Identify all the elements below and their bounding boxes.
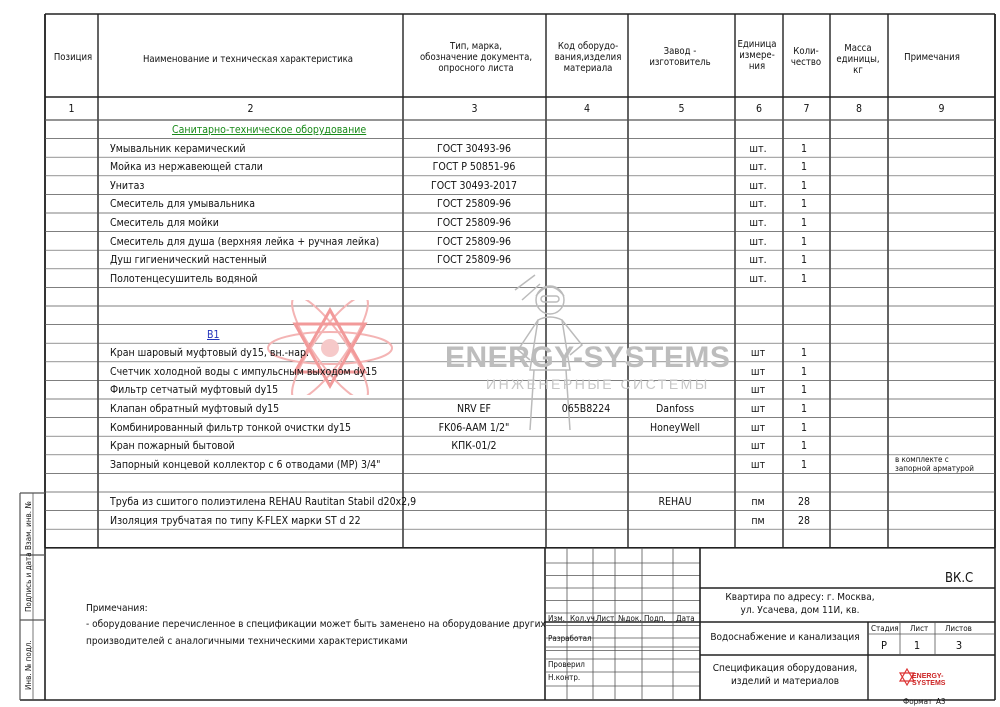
column-number: 3 (471, 103, 478, 115)
row-name: Унитаз (110, 179, 145, 192)
row-name: Смеситель для умывальника (110, 198, 255, 211)
row-qty: 1 (800, 347, 808, 360)
row-unit: шт. (749, 179, 767, 192)
row-qty: 1 (800, 272, 808, 285)
row-name: Кран шаровый муфтовый dу15, вн.-нар. (110, 347, 309, 360)
address-line-1: Квартира по адресу: г. Москва, (725, 592, 875, 603)
row-type: NRV EF (457, 403, 491, 415)
kol-uch-label: Кол.уч. (570, 614, 598, 623)
row-unit: шт (750, 403, 766, 415)
row-name: Смеситель для душа (верхняя лейка + ручная лейка) (110, 235, 380, 248)
row-unit: шт. (749, 254, 767, 267)
notes-title: Примечания: (86, 603, 148, 614)
sheets-value: 3 (955, 639, 963, 652)
col-header-position: Позиция (53, 52, 93, 63)
col-header-name: Наименование и техническая характеристика (142, 54, 354, 65)
format-value: А3 (936, 697, 946, 706)
row-unit: пм (751, 514, 765, 527)
row-unit: шт (750, 440, 766, 453)
row-unit: шт. (749, 142, 767, 155)
watermark-subtitle: ИНЖЕНЕРНЫЕ СИСТЕМЫ (486, 376, 710, 392)
stage-label: Стадия (871, 624, 899, 633)
row-qty: 1 (800, 421, 808, 434)
address-line-2: ул. Усачева, дом 11И, кв. (740, 605, 860, 616)
row-qty: 1 (800, 179, 808, 192)
format-label: Формат (903, 697, 933, 706)
row-name: Умывальник керамический (110, 142, 246, 155)
row-name: Счетчик холодной воды с импульсным выходом dу15 (110, 365, 378, 378)
role-developer: Разработал (548, 634, 592, 643)
notes-line-1: - оборудование перечисленное в спецификации может быть заменено на оборудование других (86, 619, 546, 630)
row-qty: 1 (800, 458, 808, 471)
doc-title-line-2: изделий и материалов (730, 676, 840, 687)
row-qty: 1 (800, 217, 808, 229)
row-unit: шт. (749, 217, 767, 229)
row-unit: шт (750, 347, 766, 360)
row-qty: 1 (800, 142, 808, 155)
col-header-maker: Завод - изготовитель (649, 46, 711, 68)
row-unit: шт. (749, 161, 767, 174)
row-name: Смеситель для мойки (110, 217, 219, 229)
stage-value: Р (881, 639, 887, 652)
col-header-notes: Примечания (904, 52, 960, 63)
row-unit: пм (751, 496, 765, 508)
row-type: ГОСТ 30493-96 (436, 142, 512, 155)
row-unit: шт (750, 384, 766, 397)
side-stamp-inventory: Инв. № подл. (24, 640, 33, 690)
row-name: Душ гигиенический настенный (110, 254, 267, 267)
row-name: Изоляция трубчатая по типу K-FLEX марки ST d 22 (110, 514, 361, 527)
row-type: FK06-AAM 1/2" (438, 421, 510, 434)
row-type: ГОСТ Р 50851-96 (432, 161, 516, 174)
side-stamp-replace: Взам. инв. № (24, 501, 33, 550)
row-unit: шт (750, 421, 766, 434)
row-name: В1 (207, 328, 220, 341)
role-norm-control: Н.контр. (548, 673, 581, 682)
row-qty: 1 (800, 198, 808, 211)
row-name: Комбинированный фильтр тонкой очистки dу15 (110, 421, 352, 434)
row-name: Труба из сшитого полиэтилена REHAU Rautitan Stabil d20x2,9 (110, 496, 417, 508)
row-name: Кран пожарный бытовой (110, 440, 235, 453)
row-name: Мойка из нержавеющей стали (110, 161, 263, 174)
logo-text: ENERGY-SYSTEMS (912, 673, 946, 687)
date-label: Дата (676, 614, 695, 623)
row-unit: шт (750, 365, 766, 378)
column-number: 1 (68, 103, 75, 115)
column-number: 8 (855, 103, 863, 115)
row-name: Запорный концевой коллектор с 6 отводами (МР) 3/4" (110, 458, 381, 471)
column-number: 2 (247, 103, 254, 115)
row-qty: 1 (800, 403, 808, 415)
watermark-title: ENERGY-SYSTEMS (445, 341, 731, 374)
list-label: Лист (596, 614, 615, 623)
row-type: ГОСТ 25809-96 (436, 235, 512, 248)
document-code: ВК.С (945, 571, 974, 586)
row-qty: 1 (800, 235, 808, 248)
row-name: Клапан обратный муфтовый dу15 (110, 403, 280, 415)
section-title: Водоснабжение и канализация (710, 632, 860, 643)
row-code: 065В8224 (561, 403, 611, 415)
row-maker: REHAU (658, 496, 692, 508)
col-header-type: Тип, марка, обозначение документа, опросного листа (419, 41, 533, 74)
column-number: 4 (583, 103, 591, 115)
row-type: ГОСТ 25809-96 (436, 254, 512, 267)
row-note: в комплекте с запорной арматурой (895, 454, 974, 473)
row-qty: 28 (797, 514, 811, 527)
row-type: ГОСТ 30493-2017 (430, 179, 518, 192)
izm-label: Изм. (548, 614, 565, 623)
side-stamp-signature: Подпись и дата (24, 552, 33, 612)
row-type: ГОСТ 25809-96 (436, 198, 512, 211)
column-number: 9 (938, 103, 945, 115)
row-qty: 1 (800, 365, 808, 378)
col-header-qty: Коли- чество (790, 46, 822, 68)
role-checker: Проверил (548, 660, 585, 669)
podp-label: Подп. (644, 614, 666, 623)
row-qty: 1 (800, 384, 808, 397)
col-header-mass: Масса единицы, кг (836, 43, 880, 76)
row-qty: 28 (797, 496, 811, 508)
doc-title-line-1: Спецификация оборудования, (712, 663, 858, 674)
row-name: Санитарно-техническое оборудование (172, 124, 367, 136)
column-number: 7 (803, 103, 810, 115)
row-qty: 1 (800, 161, 808, 174)
row-type: КПК-01/2 (451, 440, 497, 453)
sheet-value: 1 (913, 639, 921, 652)
row-qty: 1 (800, 254, 808, 267)
company-logo (897, 668, 965, 688)
row-name: Полотенцесушитель водяной (110, 272, 258, 285)
row-unit: шт. (749, 235, 767, 248)
row-qty: 1 (800, 440, 808, 453)
col-header-code: Код оборудо- вания,изделия материала (554, 41, 622, 74)
sheet-label: Лист (910, 624, 929, 633)
row-maker: Danfoss (656, 403, 694, 415)
notes-line-2: производителей с аналогичными техническими характеристиками (86, 636, 408, 647)
row-name: Фильтр сетчатый муфтовый dу15 (110, 384, 279, 397)
row-unit: шт. (749, 272, 767, 285)
row-unit: шт. (749, 198, 767, 211)
row-type: ГОСТ 25809-96 (436, 217, 512, 229)
ndoc-label: №док. (618, 614, 642, 623)
column-number: 5 (678, 103, 685, 115)
row-maker: HoneyWell (649, 421, 701, 434)
column-number: 6 (755, 103, 763, 115)
col-header-unit: Единица измере- ния (737, 39, 777, 72)
row-unit: шт (750, 458, 766, 471)
sheets-label: Листов (945, 624, 972, 633)
